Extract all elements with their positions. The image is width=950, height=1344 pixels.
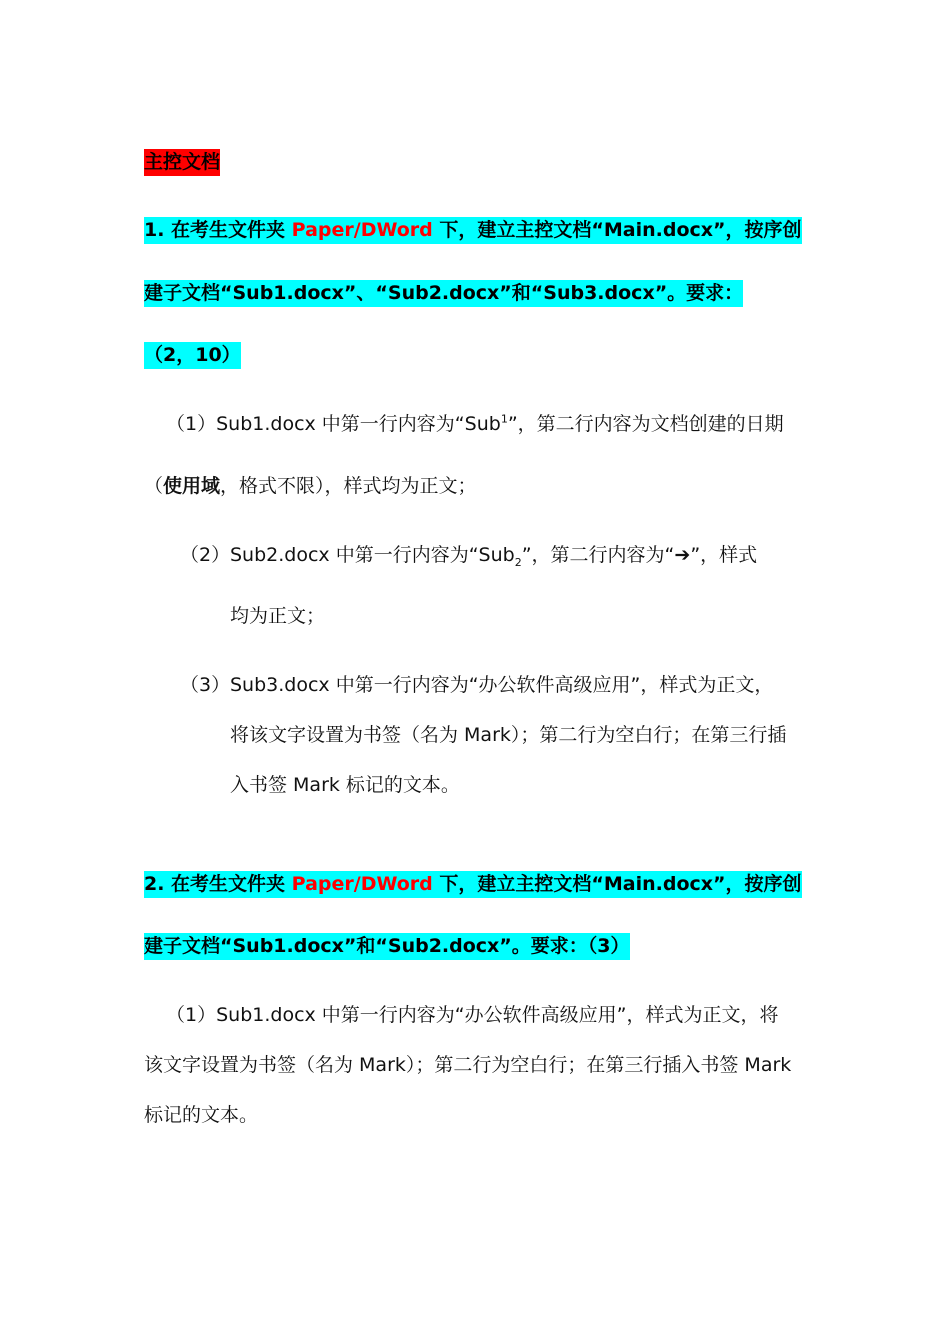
q2-item1-line1: （1）Sub1.docx 中第一行内容为“办公软件高级应用”，样式为正文，将 — [166, 1004, 779, 1026]
folder-path: Paper/DWord — [291, 219, 433, 241]
q2-item1-line3: 标记的文本。 — [144, 1104, 259, 1126]
q1-line-2: 建子文档“Sub1.docx”、“Sub2.docx”和“Sub3.docx”。要求： — [144, 280, 743, 307]
heading: 主控文档 — [144, 149, 220, 176]
q1-item3-line2: 将该文字设置为书签（名为 Mark）；第二行为空白行；在第三行插 — [230, 724, 787, 746]
q1-item1-line2: （使用域，格式不限），样式均为正文； — [144, 475, 477, 497]
folder-path: Paper/DWord — [291, 873, 433, 895]
q2-line-2: 建子文档“Sub1.docx”和“Sub2.docx”。要求：（3） — [144, 933, 630, 960]
q1-item3-line1: Sub3.docx 中第一行内容为“办公软件高级应用”，样式为正文， — [230, 674, 774, 696]
q1-item1-line1: （1）Sub1.docx 中第一行内容为“Sub$^1$”，第二行内容为文档创建的日期 — [166, 412, 784, 435]
q1-item2-line2: 均为正文； — [230, 605, 326, 627]
q2-line-1: 2. 在考生文件夹 Paper/DWord 下，建立主控文档“Main.docx”，按序创 — [144, 871, 802, 898]
q1-line-1: 1. 在考生文件夹 Paper/DWord 下，建立主控文档“Main.docx”，按序创 — [144, 217, 802, 244]
q1-line-3: （2，10） — [144, 342, 241, 369]
q1-item2-number: （2） — [180, 544, 231, 566]
q1-item3-line3: 入书签 Mark 标记的文本。 — [230, 774, 460, 796]
q1-item3-number: （3） — [180, 674, 231, 696]
q2-item1-line2: 该文字设置为书签（名为 Mark）；第二行为空白行；在第三行插入书签 Mark — [144, 1054, 792, 1076]
q1-item2-line1: Sub2.docx 中第一行内容为“Sub$_2$”，第二行内容为“➔”，样式 — [230, 544, 758, 569]
